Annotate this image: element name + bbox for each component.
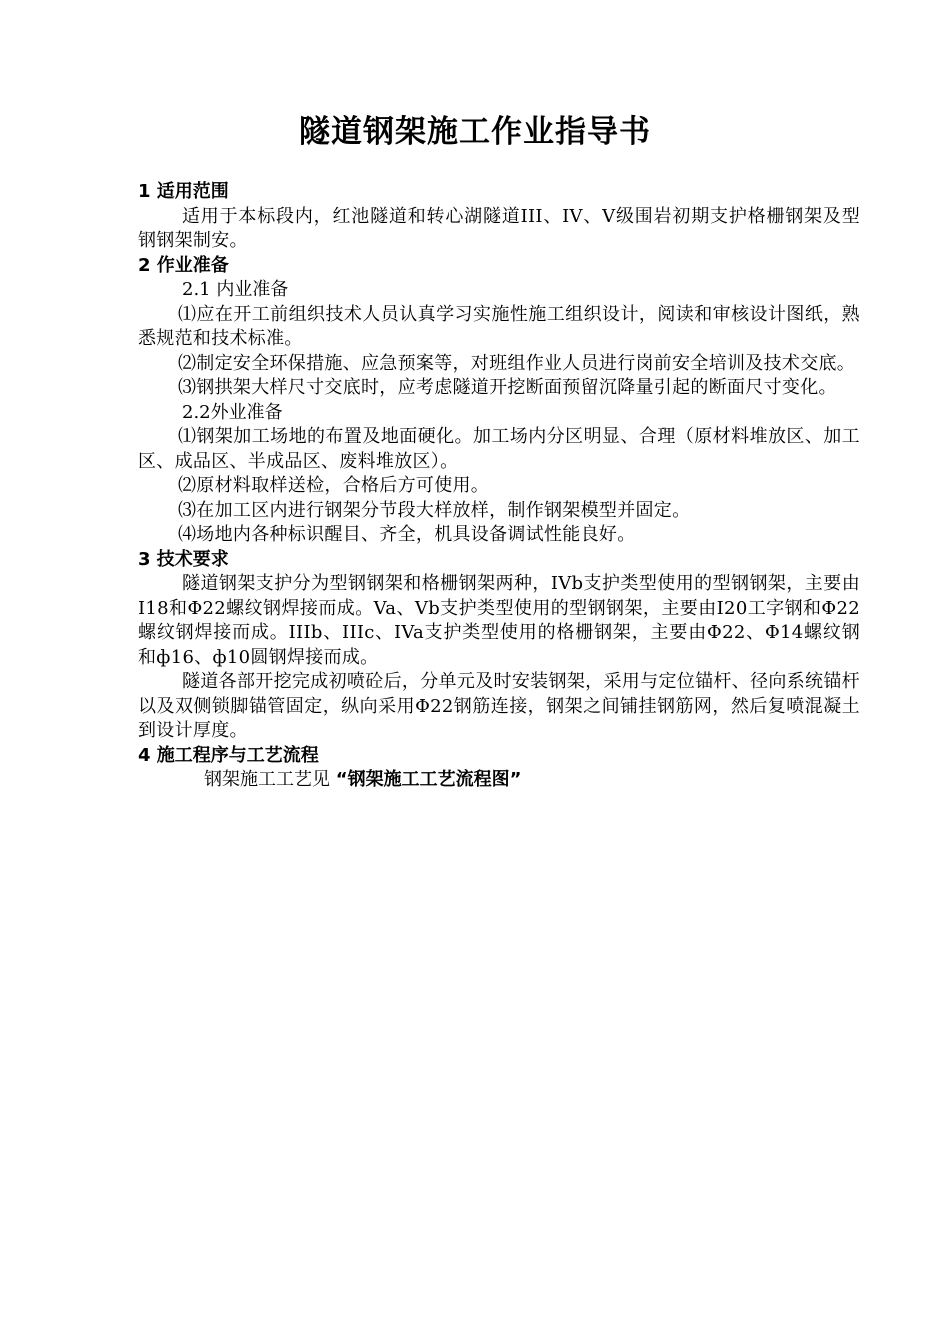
list-item: ⑴应在开工前组织技术人员认真学习实施性施工组织设计，阅读和审核设计图纸，熟悉规范和技术标准。: [138, 303, 860, 349]
list-item: ⑷场地内各种标识醒目、齐全，机具设备调试性能良好。: [178, 524, 636, 545]
section-3-paragraph-1: 隧道钢架支护分为型钢钢架和格栅钢架两种，IVb支护类型使用的型钢钢架，主要由I18和Φ22螺纹钢焊接而成。Va、Vb支护类型使用的型钢钢架，主要由I20工字钢和Φ22螺纹钢焊接而成。IIIb、IIIc、IVa支护类型使用的格栅钢架，主要由Φ22、Φ14螺纹钢和ф16、ф10圆钢焊接而成。: [138, 573, 860, 668]
list-item: ⑵制定安全环保措施、应急预案等，对班组作业人员进行岗前安全培训及技术交底。: [178, 352, 856, 374]
section-heading-4: 4 施工程序与工艺流程: [138, 744, 319, 766]
list-item: ⑵原材料取样送检，合格后方可使用。: [178, 475, 490, 496]
flow-chart-reference: “钢架施工工艺流程图”: [335, 769, 522, 790]
document-title: 隧道钢架施工作业指导书: [299, 114, 651, 150]
section-heading-1: 1 适用范围: [138, 181, 229, 202]
list-item: ⑶钢拱架大样尺寸交底时，应考虑隧道开挖断面预留沉降量引起的断面尺寸变化。: [178, 377, 837, 398]
section-4-paragraph: [138, 768, 860, 793]
flow-text: 钢架施工工艺见: [204, 769, 330, 790]
section-heading-3: 3 技术要求: [138, 548, 229, 570]
list-item: ⑴钢架加工场地的布置及地面硬化。加工场内分区明显、合理（原材料堆放区、加工区、成品区、半成品区、废料堆放区）。: [138, 426, 860, 472]
section-heading-2: 2 作业准备: [138, 254, 229, 276]
list-item: ⑶在加工区内进行钢架分节段大样放样，制作钢架模型并固定。: [178, 499, 691, 521]
document-body: [138, 180, 860, 793]
subsection-2-2-heading: 2.2外业准备: [182, 401, 283, 423]
section-3-paragraph-2: 隧道各部开挖完成初喷砼后，分单元及时安装钢架，采用与定位锚杆、径向系统锚杆以及双侧锁脚锚管固定，纵向采用Φ22钢筋连接，钢架之间铺挂钢筋网，然后复喷混凝土到设计厚度。: [138, 671, 860, 741]
section-1-paragraph: 适用于本标段内，红池隧道和转心湖隧道III、IV、V级围岩初期支护格栅钢架及型钢钢架制安。: [138, 205, 860, 251]
subsection-2-1-heading: 2.1 内业准备: [182, 279, 289, 300]
